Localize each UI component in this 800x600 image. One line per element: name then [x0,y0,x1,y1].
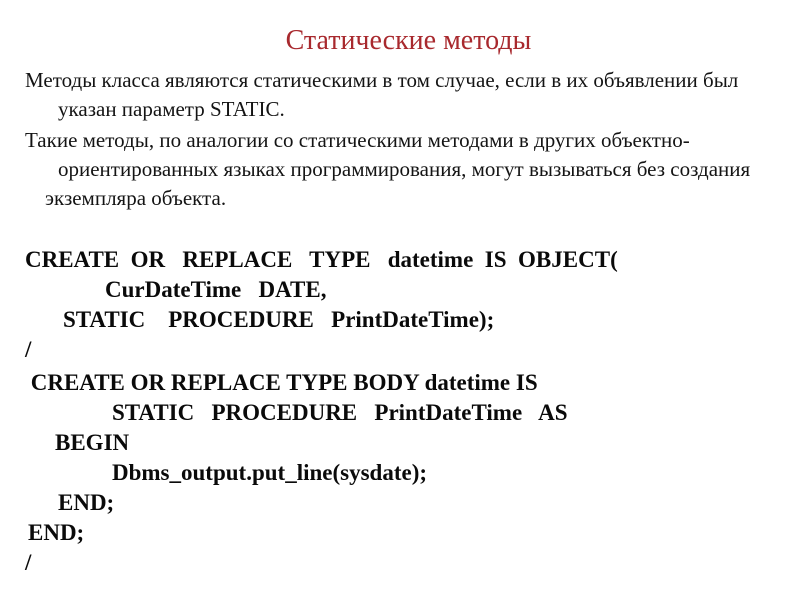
paragraph-2 [25,126,792,213]
paragraph-line: Такие методы, по аналогии со статическими методами в других объектно- [25,128,690,152]
code-line: END; [28,520,85,545]
code-block-type-declaration [25,245,792,365]
code-line: STATIC PROCEDURE PrintDateTime); [63,307,495,332]
code-block-type-body [25,368,792,578]
paragraph-1 [25,66,792,124]
code-line: STATIC PROCEDURE PrintDateTime AS [112,400,568,425]
code-line: BEGIN [55,430,130,455]
paragraph-line: Методы класса являются статическими в том случае, если в их объявлении был [25,68,739,92]
code-line: / [25,337,32,362]
code-line: Dbms_output.put_line(sysdate); [112,460,428,485]
slide-title: Статические методы [285,25,532,56]
code-line: CREATE OR REPLACE TYPE datetime IS OBJECT( [25,247,618,272]
code-line: CREATE OR REPLACE TYPE BODY datetime IS [25,370,538,395]
code-line: / [25,550,32,575]
paragraph-line: экземпляра объекта. [45,186,227,210]
paragraph-line: указан параметр STATIC. [58,97,285,121]
code-line: CurDateTime DATE, [105,277,327,302]
paragraph-line: ориентированных языках программирования, могут вызываться без создания [58,157,751,181]
code-line: END; [58,490,115,515]
